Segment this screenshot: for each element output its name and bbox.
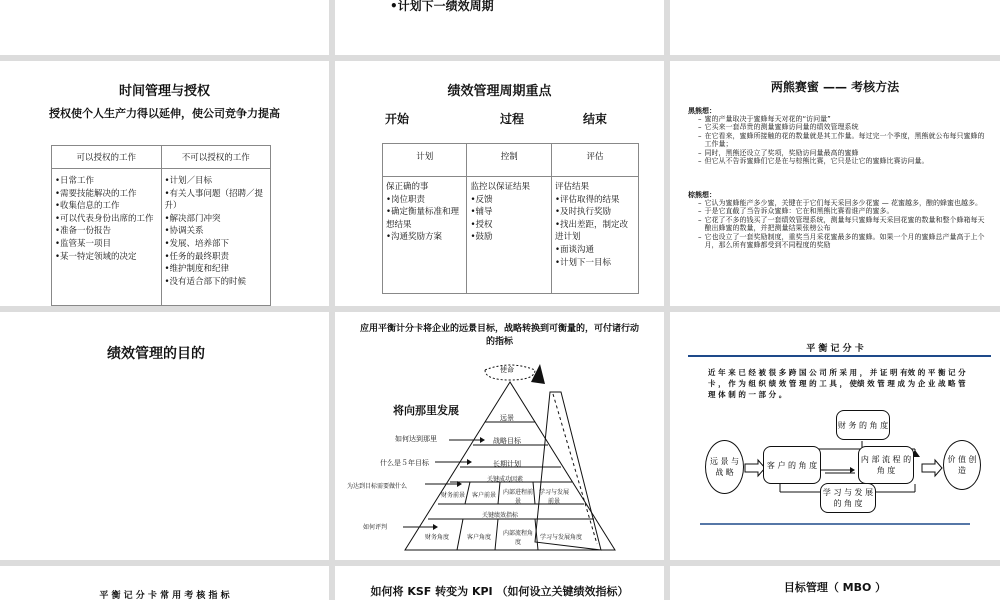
bsc-intro: 近 年 来 已 经 被 很 多 跨 国 公 司 所 采 用 ， 并 证 明 有效 的 平 衡 记 分 卡 ， 作 为 组 织 绩 效 管 理 的 工 具 ， 使绩 效 管 理 成 为 企 业 战 略 管 理 体 制 的 一 部 分 。	[708, 368, 966, 399]
phase-process: 过程	[500, 112, 525, 126]
list-item: 它花了不多的钱买了一套绩效管理系统，测量每只蜜蜂每天采回花蜜的数量和整个蜂箱每天酿出蜂蜜的数量，并把测量结果张榜公布	[704, 215, 985, 233]
list-item: •授权	[470, 219, 493, 230]
black-bear-label: 黑熊想：	[688, 107, 716, 115]
list-item: •辅导	[470, 207, 493, 218]
row2-customer: 客户角度	[467, 534, 492, 541]
list-item: •需要技能解决的工作	[55, 188, 137, 199]
list-item: •计划下一目标	[554, 257, 611, 268]
list-item: 它认为蜜蜂能产多少蜜，关键在于它们每天采回多少花蜜 — 花蜜越多，酿的蜂蜜也越多。	[704, 199, 982, 207]
list-item: •日常工作	[55, 176, 95, 186]
list-item: •可以代表身份出席的工作	[55, 213, 154, 224]
list-item: •协调关系	[164, 226, 204, 237]
question-needs: 为达到目标需要做什么	[347, 483, 408, 490]
cycle-bullet: •计划下一绩效周期	[390, 0, 494, 13]
layer-plan: 长期计划	[493, 460, 521, 468]
dash-bullet: –	[698, 232, 702, 241]
col-header-delegable: 可以授权的工作	[52, 146, 162, 169]
delegable-list	[55, 175, 158, 263]
slide-title: 平 衡 记 分 卡	[806, 344, 864, 354]
list-item: •收集信息的工作	[55, 201, 120, 212]
list-item: •鼓励	[470, 232, 493, 243]
dash-bullet: –	[698, 157, 702, 166]
dash-bullet: –	[698, 131, 702, 140]
dash-bullet: –	[698, 115, 702, 123]
list-item: 保正确的事	[386, 182, 429, 192]
slide-title: 两熊赛蜜 —— 考核方法	[770, 80, 900, 94]
slide-top-left[interactable]	[0, 0, 329, 55]
row1-learning: 学习与发展前景	[538, 489, 569, 505]
col-header-control: 控制	[467, 144, 551, 177]
bsc-diagram-lines	[670, 312, 1000, 560]
pyramid-mission: 使命	[500, 366, 514, 374]
brown-bear-list	[698, 199, 986, 249]
slide-ksf-kpi[interactable]	[335, 566, 664, 600]
list-item: •监管某一项目	[55, 238, 112, 249]
col-header-evaluate: 评估	[551, 144, 638, 177]
delegation-table	[51, 145, 271, 306]
bsc-finance: 财 务 的 角 度	[836, 410, 890, 440]
phase-start: 开始	[385, 112, 410, 126]
list-item: 于是它直截了当告诉众蜜蜂：它在和黑熊比赛看谁产的蜜多。	[704, 207, 894, 216]
list-item: 但它从不告诉蜜蜂们它是在与棕熊比赛，它只是让它的蜜蜂比赛访问量。	[704, 157, 929, 166]
slide-top-middle[interactable]	[335, 0, 664, 55]
list-item: 监控以保证结果	[470, 182, 530, 192]
list-item: •岗位职责	[386, 194, 426, 205]
slide-top-right[interactable]	[670, 0, 1000, 55]
dash-bullet: –	[698, 148, 702, 157]
slide-two-bears[interactable]	[670, 61, 1000, 306]
bsc-value: 价 值 创 造	[943, 440, 981, 490]
non-delegable-list	[165, 175, 268, 288]
list-item: 同时，黑熊还设立了奖项，奖励访问量最高的蜜蜂	[704, 148, 859, 157]
slide-title: 目标管理（ MBO ）	[783, 581, 887, 594]
brown-bear-label: 棕熊想：	[688, 191, 716, 199]
list-item: •没有适合部下的时候	[164, 276, 247, 287]
pyramid-heading: 将向那里发展	[393, 404, 459, 417]
bsc-customer: 客 户 的 角 度	[763, 446, 821, 484]
phase-end: 结束	[583, 112, 608, 126]
dash-bullet: –	[698, 199, 702, 207]
dash-bullet: –	[698, 215, 702, 224]
black-bear-list	[698, 115, 986, 165]
col-header-plan: 计划	[383, 144, 467, 177]
list-item: •反馈	[470, 194, 493, 205]
slide-mbo[interactable]	[670, 566, 1000, 600]
list-item: •评估取得的结果	[554, 194, 620, 205]
list-item: •面谈沟通	[554, 244, 594, 255]
list-item: •准备一份报告	[55, 226, 112, 237]
list-item: 蜜的产量取决于蜜蜂每天对花的“访问量”	[704, 115, 831, 123]
list-item: 它也设立了一套奖励制度，重奖当月采花蜜最多的蜜蜂。如果一个月的蜜蜂总产量高于上个月，那么所有蜜蜂都受到不同程度的奖励	[704, 232, 985, 250]
slide-title: 绩效管理的目的	[107, 346, 205, 362]
list-item: •确定衡量标准和理	[386, 207, 460, 218]
list-item: •解决部门冲突	[164, 213, 221, 224]
bsc-learning: 学 习 与 发 展 的 角 度	[820, 483, 876, 513]
layer-strategy: 战略目标	[493, 437, 521, 445]
control-list	[470, 181, 547, 244]
row2-learning: 学习与发展角度	[540, 534, 583, 541]
layer-vision: 远景	[500, 414, 514, 422]
slide-bsc-kpi[interactable]	[0, 566, 329, 600]
list-item: •维护制度和纪律	[164, 264, 230, 275]
cycle-table	[382, 143, 639, 294]
list-item: 想结果	[386, 219, 412, 230]
plan-list	[386, 181, 463, 244]
bsc-vision: 远 景 与 战 略	[705, 440, 744, 494]
col-header-non-delegable: 不可以授权的工作	[161, 146, 271, 169]
list-item: 评估结果	[554, 182, 589, 192]
question-how-get: 如何达到那里	[395, 435, 437, 443]
dash-bullet: –	[698, 123, 702, 132]
row1-internal: 内部进程前景	[503, 489, 534, 505]
slide-purpose[interactable]	[0, 312, 329, 560]
slide-performance-cycle[interactable]	[335, 61, 664, 306]
list-item: 进计划	[554, 232, 581, 243]
slide-title: 应用平衡计分卡将企业的远景目标，战略转换到可衡量的，可付诸行动的指标	[360, 324, 640, 347]
row1-finance: 财务前景	[441, 492, 466, 499]
evaluate-list	[555, 181, 635, 269]
list-item: •有关人事问题（招聘／提升）	[164, 188, 264, 212]
slide-title: 如何将 KSF 转变为 KPI （如何设立关键绩效指标）	[370, 585, 629, 598]
list-item: •任务的最终职责	[164, 251, 230, 262]
layer-kpi: 关键绩效指标	[482, 512, 519, 519]
slide-balanced-scorecard[interactable]	[670, 312, 1000, 560]
list-item: •某一特定领域的决定	[55, 251, 137, 262]
question-5yr: 什么是５年目标	[380, 459, 429, 467]
question-eval: 如何评判	[363, 524, 388, 531]
layer-ksf: 关键成功因素	[487, 476, 524, 483]
list-item: •及时执行奖励	[554, 207, 611, 218]
row2-finance: 财务角度	[425, 534, 450, 541]
list-item: •找出差距，制定改	[554, 219, 628, 230]
list-item: •发展、培养部下	[164, 238, 230, 249]
slide-title: 平 衡 记 分 卡 常 用 考 核 指 标	[99, 591, 230, 600]
list-item: •计划／目标	[164, 176, 213, 186]
slide-title: 绩效管理周期重点	[447, 84, 552, 99]
slide-time-management[interactable]	[0, 61, 329, 306]
row2-internal: 内部流程角度	[502, 530, 533, 546]
dash-bullet: –	[698, 207, 702, 216]
bsc-internal: 内 部 流 程 的 角 度	[858, 446, 914, 484]
list-item: •沟通奖励方案	[386, 232, 443, 243]
list-item: 它买来一套昂贵的测量蜜蜂访问量的绩效管理系统	[704, 123, 859, 132]
slide-title: 时间管理与授权	[118, 84, 210, 99]
list-item: 在它看来，蜜蜂所接触的花的数量就是其工作量。每过完一个季度，黑熊就公布每只蜜蜂的工作量；	[704, 131, 985, 149]
slide-pyramid[interactable]	[335, 312, 664, 560]
row1-customer: 客户前景	[472, 492, 497, 499]
slide-subtitle: 授权使个人生产力得以延伸，使公司竞争力提高	[49, 107, 280, 120]
